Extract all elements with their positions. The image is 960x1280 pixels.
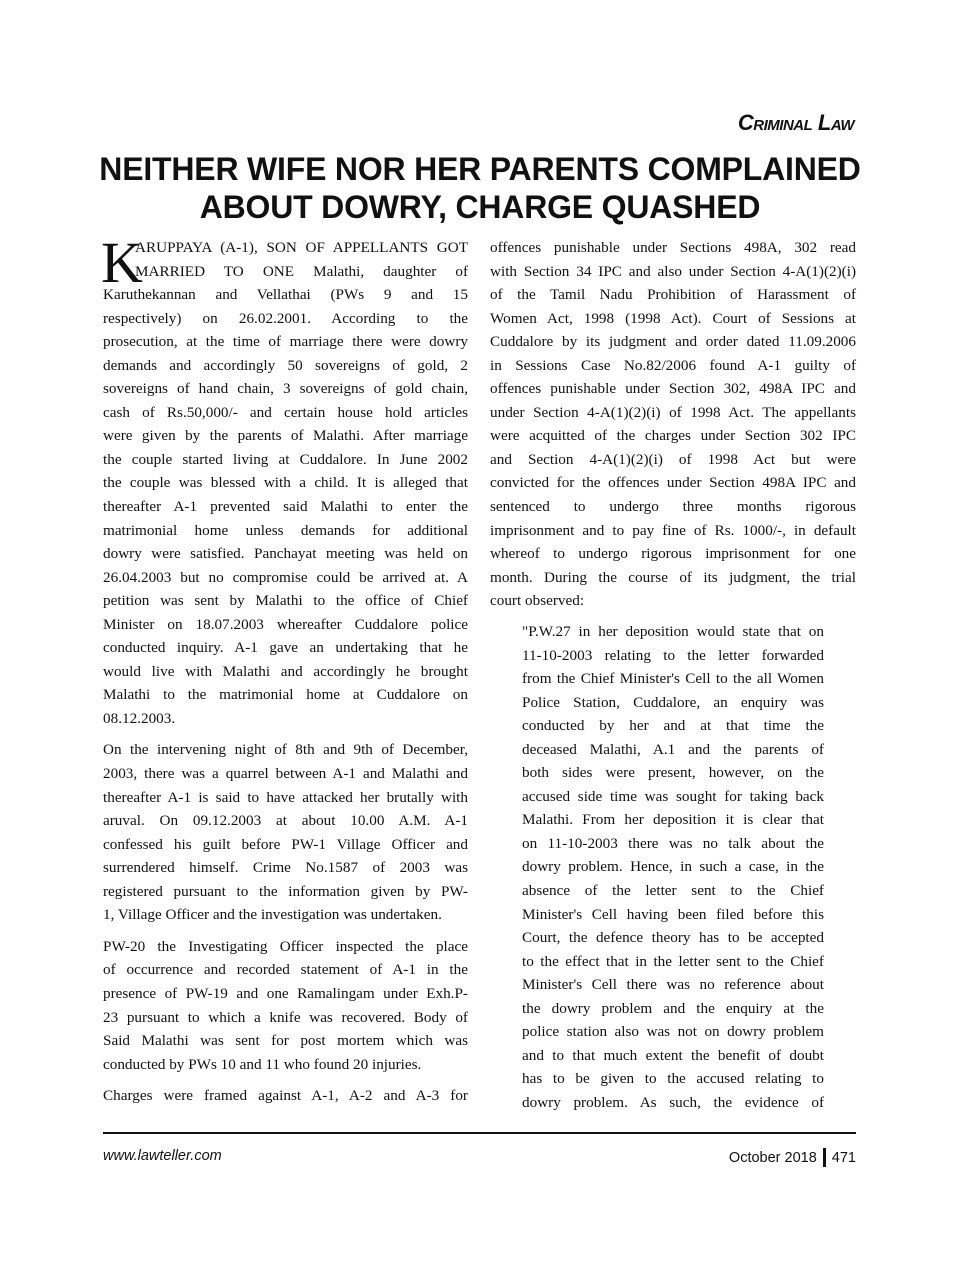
text-line: the couple started living at Cuddalore. In June 2002 bbox=[103, 450, 468, 468]
text-line: has to be given to the accused relating to bbox=[522, 1070, 824, 1088]
text-line: Minister on 18.07.2003 whereafter Cuddalore police bbox=[103, 615, 468, 633]
text-line: cash of Rs.50,000/- and certain house hold articles bbox=[103, 403, 468, 421]
right-column bbox=[490, 236, 856, 621]
text-line: sentenced to undergo three months rigorous bbox=[490, 498, 856, 516]
title-line-1: NEITHER WIFE NOR HER PARENTS COMPLAINED bbox=[99, 151, 861, 187]
paragraph bbox=[490, 236, 856, 613]
section-label: Criminal Law bbox=[737, 110, 854, 135]
text-line: thereafter A-1 is said to have attacked her brutally with bbox=[103, 788, 468, 806]
text-line: 26.04.2003 but no compromise could be arrived at. A bbox=[103, 568, 468, 586]
text-line: ARUPPAYA (A-1), SON OF APPELLANTS GOT bbox=[135, 239, 468, 256]
text-line: would live with Malathi and accordingly he brought bbox=[103, 662, 468, 680]
text-line: month. During the course of its judgment, the trial bbox=[490, 568, 856, 586]
text-line: deceased Malathi, A.1 and the parents of bbox=[522, 740, 824, 758]
text-line: conducted by her and at that time the bbox=[522, 717, 824, 735]
text-line: Cuddalore by its judgment and order dated 11.09.2006 bbox=[490, 333, 856, 351]
text-line: 23 pursuant to which a knife was recovered. Body of bbox=[103, 1008, 468, 1026]
text-line: convicted for the offences under Section 498A IPC and bbox=[490, 474, 856, 492]
text-line: PW-20 the Investigating Officer inspected the place bbox=[103, 937, 468, 955]
text-line: aruval. On 09.12.2003 at about 10.00 A.M. A-1 bbox=[103, 812, 468, 830]
text-line: offences punishable under Section 302, 498A IPC and bbox=[490, 380, 856, 398]
text-line: from the Chief Minister's Cell to the all Women bbox=[522, 670, 824, 688]
text-line: Police Station, Cuddalore, an enquiry was bbox=[522, 693, 824, 711]
text-line: imprisonment and to pay fine of Rs. 1000/-, in default bbox=[490, 521, 856, 539]
text-line: matrimonial home unless demands for additional bbox=[103, 521, 468, 539]
text-line: absence of the letter sent to the Chief bbox=[522, 882, 824, 900]
footer-issue-info bbox=[729, 1148, 856, 1167]
text-line: on 11-10-2003 there was no talk about the bbox=[522, 834, 824, 852]
text-line: Malathi. From her deposition it is clear that bbox=[522, 811, 824, 829]
text-line: 11-10-2003 relating to the letter forwarded bbox=[522, 646, 824, 664]
text-line: and to that much extent the benefit of doubt bbox=[522, 1046, 824, 1064]
text-line: demands and accordingly 50 sovereigns of gold, 2 bbox=[103, 356, 468, 374]
paragraph bbox=[101, 230, 468, 730]
text-line: MARRIED TO ONE Malathi, daughter of bbox=[135, 262, 468, 280]
text-line: sovereigns of hand chain, 3 sovereigns of gold chain, bbox=[103, 380, 468, 398]
paragraph bbox=[522, 620, 824, 1114]
text-line: to the effect that in the letter sent to the Chief bbox=[522, 952, 824, 970]
text-line: presence of PW-19 and one Ramalingam under Exh.P- bbox=[103, 984, 468, 1002]
text-line: 1, Village Officer and the investigation was undertaken. bbox=[103, 906, 442, 924]
text-line: conducted inquiry. A-1 gave an undertaking that he bbox=[103, 639, 468, 657]
text-line: 2003, there was a quarrel between A-1 and Malathi and bbox=[103, 765, 468, 783]
text-line: conducted by PWs 10 and 11 who found 20 injuries. bbox=[103, 1055, 422, 1073]
text-line: both sides were present, however, on the bbox=[522, 764, 824, 782]
text-line: the couple was blessed with a child. It is alleged that bbox=[103, 474, 468, 492]
text-line: Charges were framed against A-1, A-2 and A-3 for bbox=[103, 1087, 468, 1105]
paragraph bbox=[103, 935, 468, 1076]
text-line: with Section 34 IPC and also under Section 4-A(1)(2)(i) bbox=[490, 262, 856, 280]
block-quote bbox=[522, 620, 824, 1122]
text-line: prosecution, at the time of marriage there were dowry bbox=[103, 333, 468, 351]
text-line: the dowry problem and the enquiry at the bbox=[522, 999, 824, 1017]
text-line: petition was sent by Malathi to the office of Chief bbox=[103, 592, 468, 610]
text-line: Said Malathi was sent for post mortem which was bbox=[103, 1032, 468, 1050]
text-line: Minister's Cell having been filed before this bbox=[522, 905, 824, 923]
text-line: "P.W.27 in her deposition would state that on bbox=[522, 623, 824, 640]
text-line: surrendered himself. Crime No.1587 of 2003 was bbox=[103, 859, 468, 877]
text-line: court observed: bbox=[490, 592, 585, 610]
text-line: were given by the parents of Malathi. After marriage bbox=[103, 427, 468, 445]
footer-website: www.lawteller.com bbox=[103, 1148, 222, 1164]
issue-date: October 2018 bbox=[728, 1149, 817, 1166]
left-column bbox=[101, 230, 468, 1116]
text-line: confessed his guilt before PW-1 Village Officer and bbox=[103, 835, 468, 853]
article-title bbox=[80, 150, 880, 226]
text-line: Malathi to the matrimonial home at Cuddalore on bbox=[103, 686, 468, 704]
text-line: dowry problem. As such, the evidence of bbox=[522, 1093, 824, 1111]
text-line: 08.12.2003. bbox=[103, 709, 176, 727]
text-line: dowry were satisfied. Panchayat meeting was held on bbox=[103, 545, 468, 563]
text-line: were acquitted of the charges under Section 302 IPC bbox=[490, 427, 856, 445]
footer-divider bbox=[823, 1148, 826, 1167]
text-line: Karuthekannan and Vellathai (PWs 9 and 15 bbox=[103, 286, 468, 304]
text-line: under Section 4-A(1)(2)(i) of 1998 Act. The appellants bbox=[490, 403, 856, 421]
text-line: accused side time was sought for taking back bbox=[522, 787, 824, 805]
text-line: On the intervening night of 8th and 9th of December, bbox=[103, 741, 468, 759]
text-line: Court, the defence theory has to be accepted bbox=[522, 929, 824, 947]
footer-rule bbox=[103, 1132, 856, 1134]
title-line-2: ABOUT DOWRY, CHARGE QUASHED bbox=[199, 189, 761, 225]
text-line: Minister's Cell there was no reference about bbox=[522, 976, 824, 994]
paragraph bbox=[103, 1084, 468, 1108]
text-line: whereof to undergo rigorous imprisonment for one bbox=[490, 545, 856, 563]
text-line: of occurrence and recorded statement of A-1 in the bbox=[103, 961, 468, 979]
text-line: police station also was not on dowry problem bbox=[522, 1023, 824, 1041]
text-line: of the Tamil Nadu Prohibition of Harassment of bbox=[490, 286, 856, 304]
text-line: thereafter A-1 prevented said Malathi to enter the bbox=[103, 498, 468, 516]
text-line: in Sessions Case No.82/2006 found A-1 guilty of bbox=[490, 356, 856, 374]
paragraph bbox=[103, 738, 468, 926]
page-number: 471 bbox=[831, 1149, 856, 1166]
text-line: registered pursuant to the information given by PW- bbox=[103, 882, 468, 900]
text-line: offences punishable under Sections 498A, 302 read bbox=[490, 239, 856, 256]
drop-cap: K bbox=[101, 230, 143, 295]
text-line: and Section 4-A(1)(2)(i) of 1998 Act but were bbox=[490, 450, 856, 468]
text-line: Women Act, 1998 (1998 Act). Court of Sessions at bbox=[490, 309, 856, 327]
text-line: respectively) on 26.02.2001. According to the bbox=[103, 309, 468, 327]
text-line: dowry problem. Hence, in such a case, in the bbox=[522, 858, 824, 876]
